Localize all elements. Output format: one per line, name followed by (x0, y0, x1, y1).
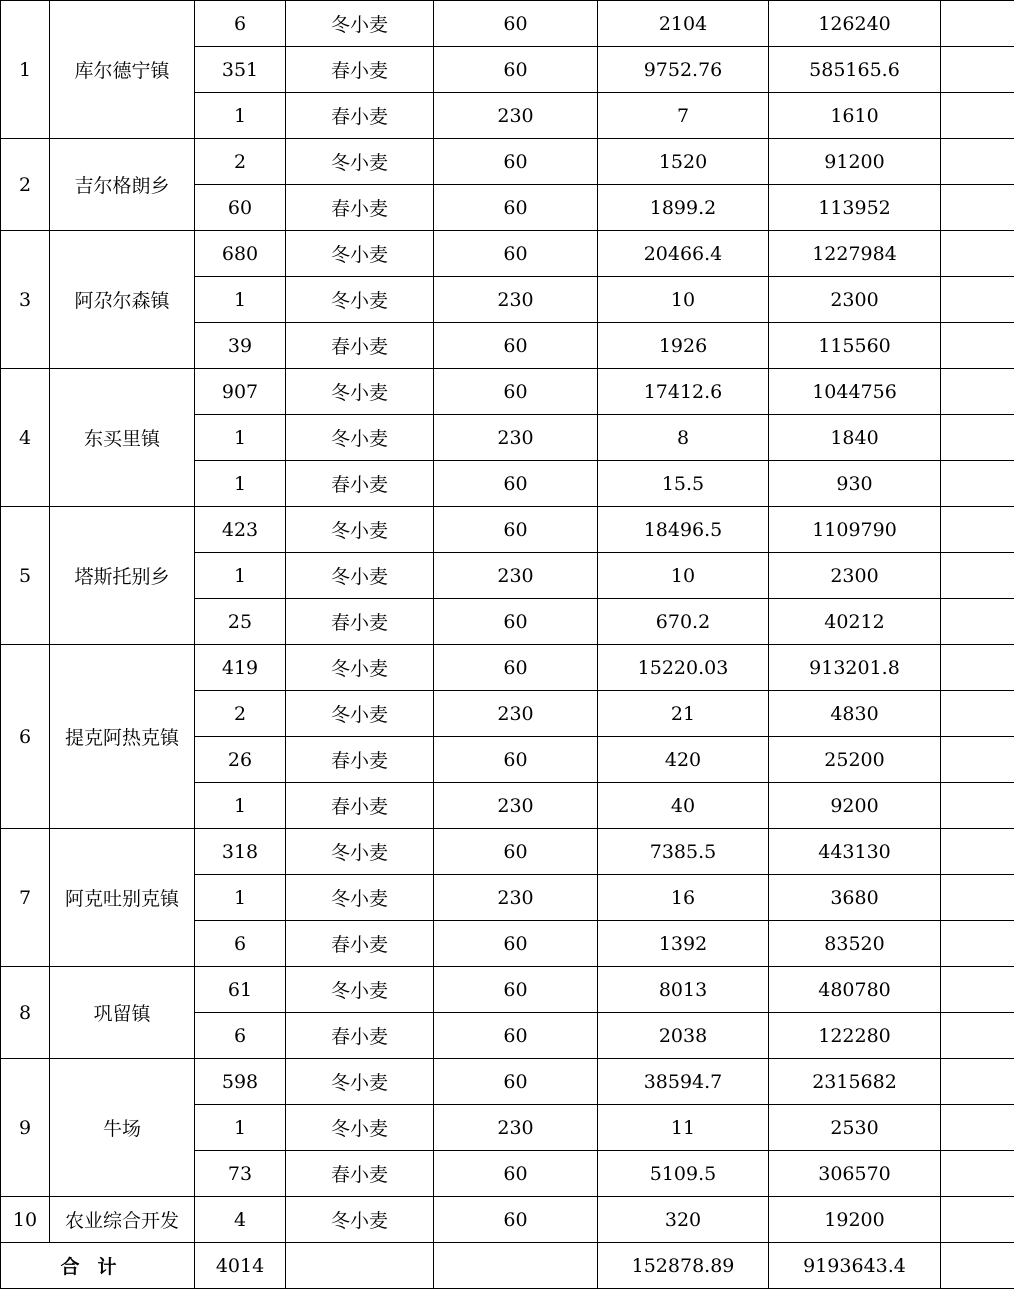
area-cell: 15220.03 (598, 645, 769, 691)
subsidy-rate-cell: 60 (434, 1059, 598, 1105)
households-cell: 1 (195, 875, 286, 921)
area-cell: 1392 (598, 921, 769, 967)
area-cell: 8013 (598, 967, 769, 1013)
row-number-cell: 9 (1, 1059, 50, 1197)
amount-cell: 585165.6 (769, 47, 941, 93)
row-number-cell: 3 (1, 231, 50, 369)
subsidy-rate-cell: 230 (434, 277, 598, 323)
crop-type-cell: 春小麦 (286, 1013, 434, 1059)
area-cell: 40 (598, 783, 769, 829)
crop-type-cell: 冬小麦 (286, 1197, 434, 1243)
crop-type-cell: 冬小麦 (286, 231, 434, 277)
households-cell: 1 (195, 1105, 286, 1151)
crop-type-cell: 冬小麦 (286, 553, 434, 599)
total-households-cell: 4014 (195, 1243, 286, 1289)
households-cell: 423 (195, 507, 286, 553)
remarks-cell (941, 1197, 1014, 1243)
amount-cell: 25200 (769, 737, 941, 783)
crop-type-cell: 春小麦 (286, 921, 434, 967)
row-number-cell: 2 (1, 139, 50, 231)
subsidy-rate-cell: 230 (434, 553, 598, 599)
crop-type-cell: 冬小麦 (286, 369, 434, 415)
households-cell: 61 (195, 967, 286, 1013)
households-cell: 2 (195, 691, 286, 737)
subsidy-rate-cell: 230 (434, 1105, 598, 1151)
subsidy-rate-cell: 60 (434, 369, 598, 415)
remarks-cell (941, 875, 1014, 921)
town-name-cell: 阿尕尔森镇 (50, 231, 195, 369)
area-cell: 1899.2 (598, 185, 769, 231)
subsidy-rate-cell: 60 (434, 829, 598, 875)
remarks-cell (941, 323, 1014, 369)
households-cell: 1 (195, 415, 286, 461)
crop-type-cell: 冬小麦 (286, 277, 434, 323)
remarks-cell (941, 47, 1014, 93)
total-area-cell: 152878.89 (598, 1243, 769, 1289)
area-cell: 17412.6 (598, 369, 769, 415)
crop-type-cell: 冬小麦 (286, 139, 434, 185)
remarks-cell (941, 1, 1014, 47)
amount-cell: 1610 (769, 93, 941, 139)
amount-cell: 40212 (769, 599, 941, 645)
households-cell: 419 (195, 645, 286, 691)
town-name-cell: 牛场 (50, 1059, 195, 1197)
remarks-cell (941, 231, 1014, 277)
amount-cell: 113952 (769, 185, 941, 231)
crop-type-cell: 冬小麦 (286, 829, 434, 875)
area-cell: 2104 (598, 1, 769, 47)
amount-cell: 930 (769, 461, 941, 507)
remarks-cell (941, 691, 1014, 737)
total-crop-cell (286, 1243, 434, 1289)
town-name-cell: 阿克吐别克镇 (50, 829, 195, 967)
crop-type-cell: 冬小麦 (286, 415, 434, 461)
amount-cell: 443130 (769, 829, 941, 875)
subsidy-rate-cell: 60 (434, 645, 598, 691)
crop-type-cell: 春小麦 (286, 783, 434, 829)
crop-type-cell: 冬小麦 (286, 1, 434, 47)
remarks-cell (941, 1013, 1014, 1059)
total-remarks-cell (941, 1243, 1014, 1289)
households-cell: 6 (195, 1013, 286, 1059)
households-cell: 1 (195, 277, 286, 323)
area-cell: 320 (598, 1197, 769, 1243)
area-cell: 670.2 (598, 599, 769, 645)
row-number-cell: 10 (1, 1197, 50, 1243)
subsidy-rate-cell: 60 (434, 323, 598, 369)
crop-type-cell: 春小麦 (286, 185, 434, 231)
remarks-cell (941, 783, 1014, 829)
households-cell: 2 (195, 139, 286, 185)
subsidy-rate-cell: 230 (434, 783, 598, 829)
households-cell: 680 (195, 231, 286, 277)
crop-type-cell: 冬小麦 (286, 507, 434, 553)
crop-type-cell: 春小麦 (286, 93, 434, 139)
remarks-cell (941, 829, 1014, 875)
amount-cell: 126240 (769, 1, 941, 47)
subsidy-rate-cell: 60 (434, 599, 598, 645)
amount-cell: 91200 (769, 139, 941, 185)
table-row (1, 369, 1014, 415)
total-amount-cell: 9193643.4 (769, 1243, 941, 1289)
area-cell: 7385.5 (598, 829, 769, 875)
table-row (1, 139, 1014, 185)
subsidy-rate-cell: 60 (434, 1, 598, 47)
area-cell: 38594.7 (598, 1059, 769, 1105)
amount-cell: 115560 (769, 323, 941, 369)
households-cell: 6 (195, 921, 286, 967)
households-cell: 26 (195, 737, 286, 783)
crop-type-cell: 冬小麦 (286, 875, 434, 921)
subsidy-rate-cell: 60 (434, 921, 598, 967)
town-name-cell: 库尔德宁镇 (50, 1, 195, 139)
amount-cell: 1109790 (769, 507, 941, 553)
area-cell: 20466.4 (598, 231, 769, 277)
households-cell: 39 (195, 323, 286, 369)
crop-type-cell: 冬小麦 (286, 1105, 434, 1151)
amount-cell: 1840 (769, 415, 941, 461)
row-number-cell: 1 (1, 1, 50, 139)
crop-type-cell: 春小麦 (286, 323, 434, 369)
remarks-cell (941, 461, 1014, 507)
subsidy-rate-cell: 60 (434, 1197, 598, 1243)
town-name-cell: 农业综合开发 (50, 1197, 195, 1243)
amount-cell: 1044756 (769, 369, 941, 415)
table-row (1, 967, 1014, 1013)
remarks-cell (941, 737, 1014, 783)
amount-cell: 83520 (769, 921, 941, 967)
total-rate-cell (434, 1243, 598, 1289)
households-cell: 73 (195, 1151, 286, 1197)
table-row (1, 1197, 1014, 1243)
remarks-cell (941, 415, 1014, 461)
area-cell: 15.5 (598, 461, 769, 507)
crop-type-cell: 冬小麦 (286, 967, 434, 1013)
amount-cell: 9200 (769, 783, 941, 829)
remarks-cell (941, 553, 1014, 599)
households-cell: 25 (195, 599, 286, 645)
remarks-cell (941, 277, 1014, 323)
crop-type-cell: 冬小麦 (286, 645, 434, 691)
row-number-cell: 5 (1, 507, 50, 645)
households-cell: 1 (195, 461, 286, 507)
amount-cell: 480780 (769, 967, 941, 1013)
row-number-cell: 4 (1, 369, 50, 507)
subsidy-rate-cell: 60 (434, 737, 598, 783)
remarks-cell (941, 185, 1014, 231)
remarks-cell (941, 369, 1014, 415)
amount-cell: 1227984 (769, 231, 941, 277)
area-cell: 2038 (598, 1013, 769, 1059)
area-cell: 1926 (598, 323, 769, 369)
crop-type-cell: 春小麦 (286, 1151, 434, 1197)
remarks-cell (941, 599, 1014, 645)
remarks-cell (941, 507, 1014, 553)
crop-type-cell: 春小麦 (286, 47, 434, 93)
total-row (1, 1243, 1014, 1289)
area-cell: 5109.5 (598, 1151, 769, 1197)
town-name-cell: 吉尔格朗乡 (50, 139, 195, 231)
crop-type-cell: 冬小麦 (286, 691, 434, 737)
area-cell: 21 (598, 691, 769, 737)
area-cell: 10 (598, 277, 769, 323)
town-name-cell: 塔斯托别乡 (50, 507, 195, 645)
subsidy-rate-cell: 60 (434, 967, 598, 1013)
table-row (1, 507, 1014, 553)
town-name-cell: 巩留镇 (50, 967, 195, 1059)
remarks-cell (941, 967, 1014, 1013)
amount-cell: 19200 (769, 1197, 941, 1243)
subsidy-rate-cell: 60 (434, 461, 598, 507)
area-cell: 9752.76 (598, 47, 769, 93)
subsidy-rate-cell: 230 (434, 415, 598, 461)
area-cell: 7 (598, 93, 769, 139)
households-cell: 1 (195, 93, 286, 139)
households-cell: 1 (195, 553, 286, 599)
town-name-cell: 提克阿热克镇 (50, 645, 195, 829)
area-cell: 10 (598, 553, 769, 599)
remarks-cell (941, 921, 1014, 967)
total-label-cell: 合计 (1, 1243, 195, 1289)
amount-cell: 2300 (769, 553, 941, 599)
subsidy-rate-cell: 230 (434, 93, 598, 139)
area-cell: 8 (598, 415, 769, 461)
table-row (1, 1, 1014, 47)
crop-type-cell: 春小麦 (286, 737, 434, 783)
households-cell: 1 (195, 783, 286, 829)
area-cell: 1520 (598, 139, 769, 185)
households-cell: 6 (195, 1, 286, 47)
subsidy-rate-cell: 230 (434, 875, 598, 921)
households-cell: 351 (195, 47, 286, 93)
amount-cell: 2530 (769, 1105, 941, 1151)
row-number-cell: 7 (1, 829, 50, 967)
subsidy-rate-cell: 60 (434, 507, 598, 553)
remarks-cell (941, 645, 1014, 691)
table-row (1, 231, 1014, 277)
crop-type-cell: 春小麦 (286, 461, 434, 507)
amount-cell: 2315682 (769, 1059, 941, 1105)
remarks-cell (941, 139, 1014, 185)
row-number-cell: 6 (1, 645, 50, 829)
amount-cell: 3680 (769, 875, 941, 921)
amount-cell: 913201.8 (769, 645, 941, 691)
households-cell: 907 (195, 369, 286, 415)
row-number-cell: 8 (1, 967, 50, 1059)
subsidy-rate-cell: 60 (434, 1013, 598, 1059)
subsidy-rate-cell: 60 (434, 231, 598, 277)
crop-type-cell: 春小麦 (286, 599, 434, 645)
subsidy-rate-cell: 60 (434, 185, 598, 231)
area-cell: 18496.5 (598, 507, 769, 553)
subsidy-rate-cell: 230 (434, 691, 598, 737)
table-body (1, 1, 1014, 1289)
remarks-cell (941, 1059, 1014, 1105)
remarks-cell (941, 93, 1014, 139)
amount-cell: 122280 (769, 1013, 941, 1059)
crop-type-cell: 冬小麦 (286, 1059, 434, 1105)
amount-cell: 4830 (769, 691, 941, 737)
area-cell: 11 (598, 1105, 769, 1151)
table-row (1, 829, 1014, 875)
area-cell: 16 (598, 875, 769, 921)
subsidy-rate-cell: 60 (434, 139, 598, 185)
amount-cell: 2300 (769, 277, 941, 323)
subsidy-rate-cell: 60 (434, 1151, 598, 1197)
table-row (1, 1059, 1014, 1105)
table-row (1, 645, 1014, 691)
subsidy-rate-cell: 60 (434, 47, 598, 93)
area-cell: 420 (598, 737, 769, 783)
households-cell: 4 (195, 1197, 286, 1243)
town-name-cell: 东买里镇 (50, 369, 195, 507)
households-cell: 60 (195, 185, 286, 231)
remarks-cell (941, 1105, 1014, 1151)
remarks-cell (941, 1151, 1014, 1197)
households-cell: 598 (195, 1059, 286, 1105)
amount-cell: 306570 (769, 1151, 941, 1197)
households-cell: 318 (195, 829, 286, 875)
